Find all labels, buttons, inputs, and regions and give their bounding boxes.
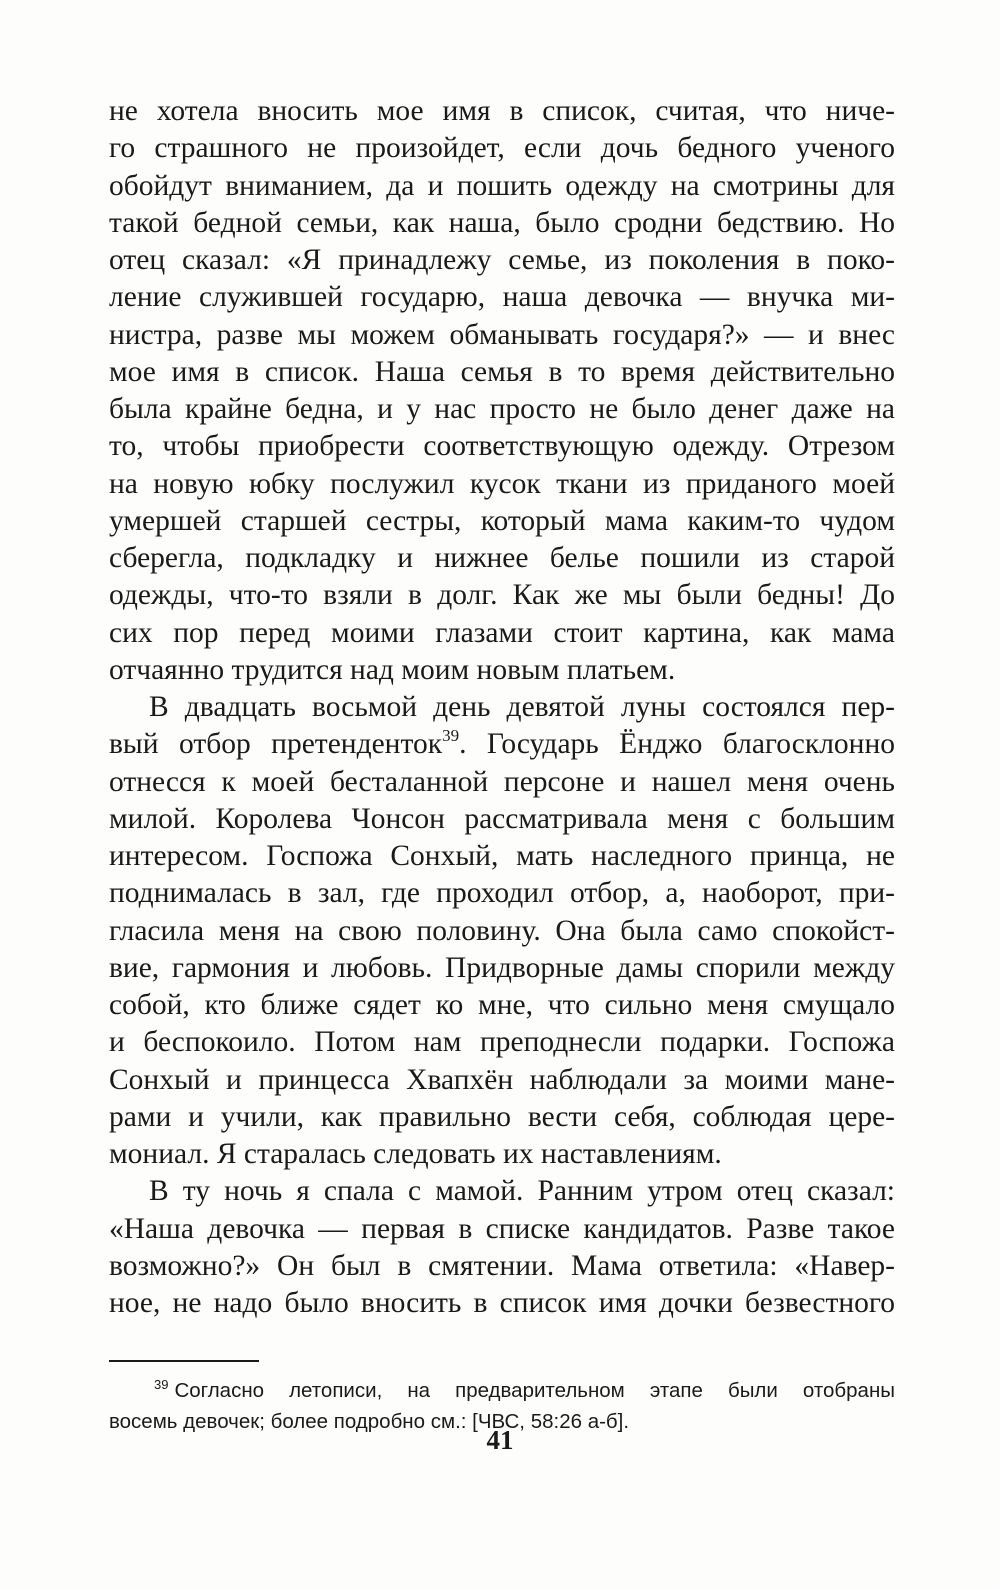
text-line: не хотела вносить мое имя в список, считая, что ниче-: [109, 95, 895, 127]
text-line: собой, кто ближе сядет ко мне, что сильно меня смущало: [109, 989, 895, 1021]
text-line: милой. Королева Чонсон рассматривала меня с большим: [109, 802, 895, 835]
footnote-number: 39: [154, 1377, 169, 1392]
text-line: на новую юбку послужил кусок ткани из приданого моей: [109, 467, 895, 500]
text-line: умершей старшей сестры, который мама каким-то чудом: [109, 504, 895, 537]
text-fragment: .: [459, 728, 467, 761]
paragraph-start-line: В ту ночь я спала с мамой. Ранним утром отец сказал:: [149, 1175, 895, 1208]
footnote-reference[interactable]: 39: [442, 726, 460, 746]
text-line: интересом. Госпожа Сонхый, мать наследного принца, не: [109, 840, 895, 872]
text-line: обойдут вниманием, да и пошить одежду на смотрины для: [109, 169, 895, 202]
text-line: отец сказал: «Я принадлежу семье, из поколения в поко-: [109, 244, 895, 276]
paragraph-start-line: В двадцать восьмой день девятой луны состоялся пер-: [149, 691, 895, 723]
text-line: го страшного не произойдет, если дочь бедного ученого: [109, 132, 895, 165]
text-fragment: вый отбор претенденток: [109, 728, 443, 761]
text-line: одежды, что-то взяли в долг. Как же мы были бедны! До: [109, 579, 895, 612]
text-line-with-footnote-ref: [109, 726, 895, 763]
text-line: «Наша девочка — первая в списке кандидатов. Разве такое: [109, 1212, 895, 1245]
text-line: Сонхый и принцесса Хвапхён наблюдали за моими мане-: [109, 1063, 895, 1096]
text-line: отнесся к моей бесталанной персоне и нашел меня очень: [109, 765, 895, 798]
text-line: поднималась в зал, где проходил отбор, а, наоборот, при-: [109, 877, 895, 910]
footnote-line: [109, 1375, 895, 1406]
paragraph-end-line: отчаянно трудится над моим новым платьем.: [109, 653, 676, 686]
text-line: такой бедной семьи, как наша, было сродни бедствию. Но: [109, 206, 895, 239]
text-line: то, чтобы приобрести соответствующую одежду. Отрезом: [109, 430, 895, 463]
text-fragment: Государь Ёнджо благосклонно: [486, 728, 895, 761]
text-line: сих пор перед моими глазами стоит картина, как мама: [109, 616, 895, 649]
footnote-divider: [109, 1360, 259, 1362]
text-line: сберегла, подкладку и нижнее белье пошили из старой: [109, 542, 895, 574]
text-line: и беспокоило. Потом нам преподнесли подарки. Госпожа: [109, 1026, 895, 1059]
text-line: мое имя в список. Наша семья в то время действительно: [109, 355, 895, 388]
text-line: рами и учили, как правильно вести себя, соблюдая цере-: [109, 1100, 895, 1133]
text-line: ление служившей государю, наша девочка — внучка ми-: [109, 281, 895, 314]
text-line: нистра, разве мы можем обманывать государя?» — и внес: [109, 318, 895, 351]
text-line: возможно?» Он был в смятении. Мама ответила: «Навер-: [109, 1249, 895, 1282]
paragraph-end-line: мониал. Я старалась следовать их наставлениям.: [109, 1138, 722, 1170]
footnote-line: восемь девочек; более подробно см.: [ЧВС, 58:26 а-б].: [109, 1410, 630, 1433]
text-line: гласила меня на свою половину. Она была само спокойст-: [109, 914, 895, 947]
page-number: 41: [486, 1425, 514, 1455]
text-line: вие, гармония и любовь. Придворные дамы спорили между: [109, 951, 895, 984]
text-line: ное, не надо было вносить в список имя дочки безвестного: [109, 1287, 895, 1319]
text-line: была крайне бедна, и у нас просто не было денег даже на: [109, 393, 895, 425]
footnote-text: Согласно летописи, на предварительном этапе были отобраны: [174, 1379, 895, 1402]
body-text: [109, 93, 895, 1322]
